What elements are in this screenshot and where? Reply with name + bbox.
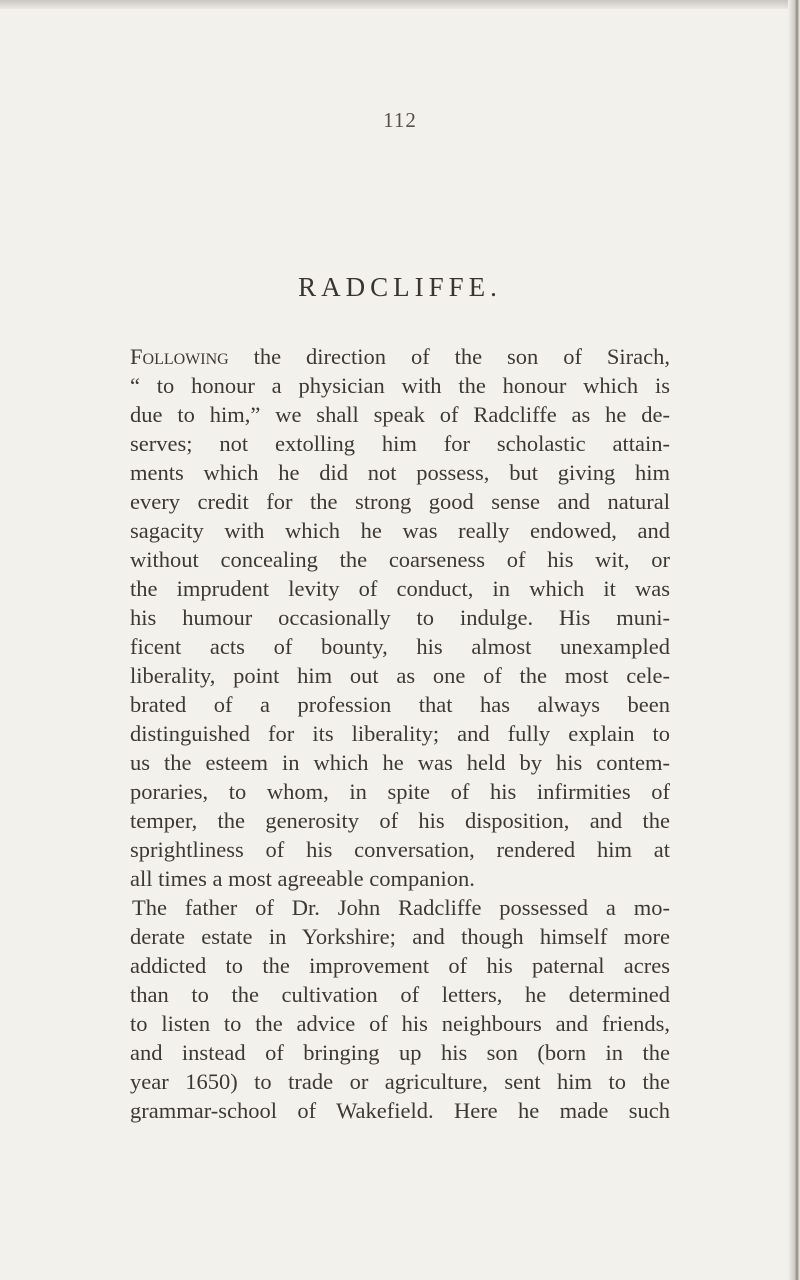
text-line: sagacity with which he was really endowed, and xyxy=(130,518,670,543)
text-line: brated of a profession that has always been xyxy=(130,692,670,717)
page-binding-edge xyxy=(788,0,800,1280)
text-line: year 1650) to trade or agriculture, sent him to the xyxy=(130,1069,670,1094)
text-line: serves; not extolling him for scholastic attain- xyxy=(130,431,670,456)
opening-word: Following xyxy=(130,344,229,369)
text-line: The father of Dr. John Radcliffe possessed a mo- xyxy=(132,895,670,920)
text-line: “ to honour a physician with the honour which is xyxy=(130,373,670,398)
chapter-title: RADCLIFFE. xyxy=(298,272,502,302)
text-line: sprightliness of his conversation, rendered him at xyxy=(130,837,670,862)
text-line: every credit for the strong good sense and natural xyxy=(130,489,670,514)
text-line: and instead of bringing up his son (born in the xyxy=(130,1040,670,1065)
text-line xyxy=(130,342,670,371)
page-number: 112 xyxy=(383,108,417,132)
text-line: to listen to the advice of his neighbours and friends, xyxy=(130,1011,670,1036)
body-text xyxy=(130,342,670,1125)
text-line: grammar-school of Wakefield. Here he made such xyxy=(130,1098,670,1123)
text-line: liberality, point him out as one of the most cele- xyxy=(130,663,670,688)
text-line: addicted to the improvement of his paternal acres xyxy=(130,953,670,978)
text-line: derate estate in Yorkshire; and though himself more xyxy=(130,924,670,949)
page-top-edge xyxy=(0,0,800,9)
text-line-rest: the direction of the son of Sirach, xyxy=(228,344,670,369)
text-line: distinguished for its liberality; and fully explain to xyxy=(130,721,670,746)
text-line: all times a most agreeable companion. xyxy=(130,866,475,891)
text-line: due to him,” we shall speak of Radcliffe as he de- xyxy=(130,402,670,427)
text-line: poraries, to whom, in spite of his infirmities of xyxy=(130,779,670,804)
text-line: ments which he did not possess, but giving him xyxy=(130,460,670,485)
text-line: us the esteem in which he was held by his contem- xyxy=(130,750,670,775)
text-line: ficent acts of bounty, his almost unexampled xyxy=(130,634,670,659)
text-line: temper, the generosity of his disposition, and the xyxy=(130,808,670,833)
text-line: his humour occasionally to indulge. His muni- xyxy=(130,605,670,630)
text-line: than to the cultivation of letters, he determined xyxy=(130,982,670,1007)
text-line: without concealing the coarseness of his wit, or xyxy=(130,547,670,572)
text-line: the imprudent levity of conduct, in which it was xyxy=(130,576,670,601)
